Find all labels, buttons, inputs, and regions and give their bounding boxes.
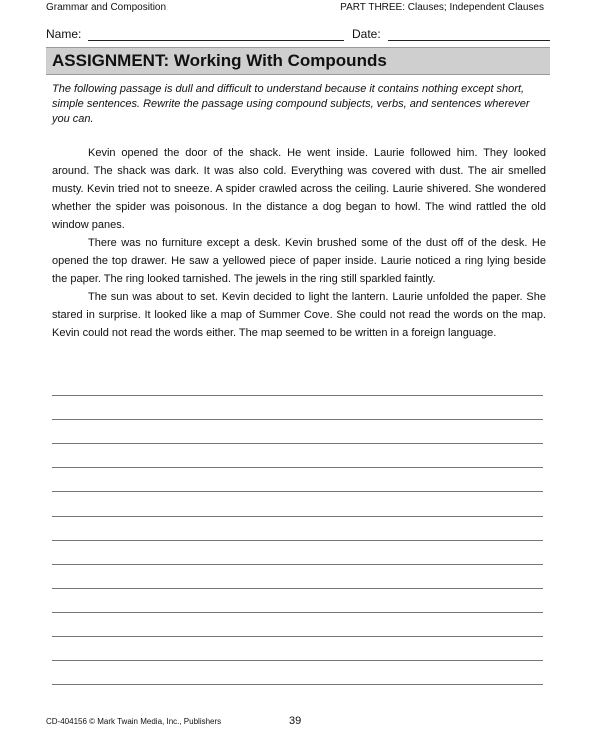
writing-line[interactable]	[52, 491, 543, 492]
assignment-title: ASSIGNMENT: Working With Compounds	[52, 51, 387, 70]
passage-paragraph: Kevin opened the door of the shack. He went inside. Laurie followed him. They looked around. The shack was dark. It was also cold. Everything was covered with dust. The air smelled musty. Kevin tried not to sneeze. A spider crawled across the ceiling. Laurie shivered. She wondered whether the spider was poisonous. In the distance a dog began to howl. The wind rattled the old window panes.	[52, 147, 546, 231]
passage-paragraph: The sun was about to set. Kevin decided to light the lantern. Laurie unfolded the paper. She stared in surprise. It looked like a map of Summer Cove. She could not read the words on the map. Kevin could not read the words either. The map seemed to be written in a foreign language.	[52, 291, 546, 339]
assignment-banner	[46, 47, 550, 75]
header-subject: Grammar and Composition	[46, 2, 167, 13]
writing-line[interactable]	[52, 588, 543, 589]
name-label: Name:	[46, 27, 82, 41]
writing-line[interactable]	[52, 684, 543, 685]
header-section: PART THREE: Clauses; Independent Clauses	[340, 2, 544, 13]
page-number: 39	[289, 715, 302, 727]
writing-line[interactable]	[52, 540, 543, 541]
writing-line[interactable]	[52, 564, 543, 565]
name-field[interactable]	[88, 40, 344, 41]
passage-paragraph: There was no furniture except a desk. Kevin brushed some of the dust off of the desk. He opened the top drawer. He saw a yellowed piece of paper inside. Laurie noticed a ring lying beside the paper. The ring looked tarnished. The jewels in the ring still sparkled faintly.	[52, 237, 546, 285]
passage	[52, 144, 546, 342]
writing-line[interactable]	[52, 443, 543, 444]
name-date-row	[46, 27, 550, 43]
writing-line[interactable]	[52, 395, 543, 396]
writing-line[interactable]	[52, 612, 543, 613]
writing-line[interactable]	[52, 419, 543, 420]
footer-publisher: CD-404156 © Mark Twain Media, Inc., Publishers	[46, 717, 222, 726]
writing-line[interactable]	[52, 636, 543, 637]
writing-line[interactable]	[52, 516, 543, 517]
date-field[interactable]	[388, 40, 550, 41]
writing-line[interactable]	[52, 660, 543, 661]
instructions: The following passage is dull and difficult to understand because it contains nothing except short, simple sentences. Rewrite the passage using compound subjects, verbs, and sentences wherever you can.	[52, 83, 530, 125]
writing-line[interactable]	[52, 467, 543, 468]
date-label: Date:	[352, 27, 381, 41]
